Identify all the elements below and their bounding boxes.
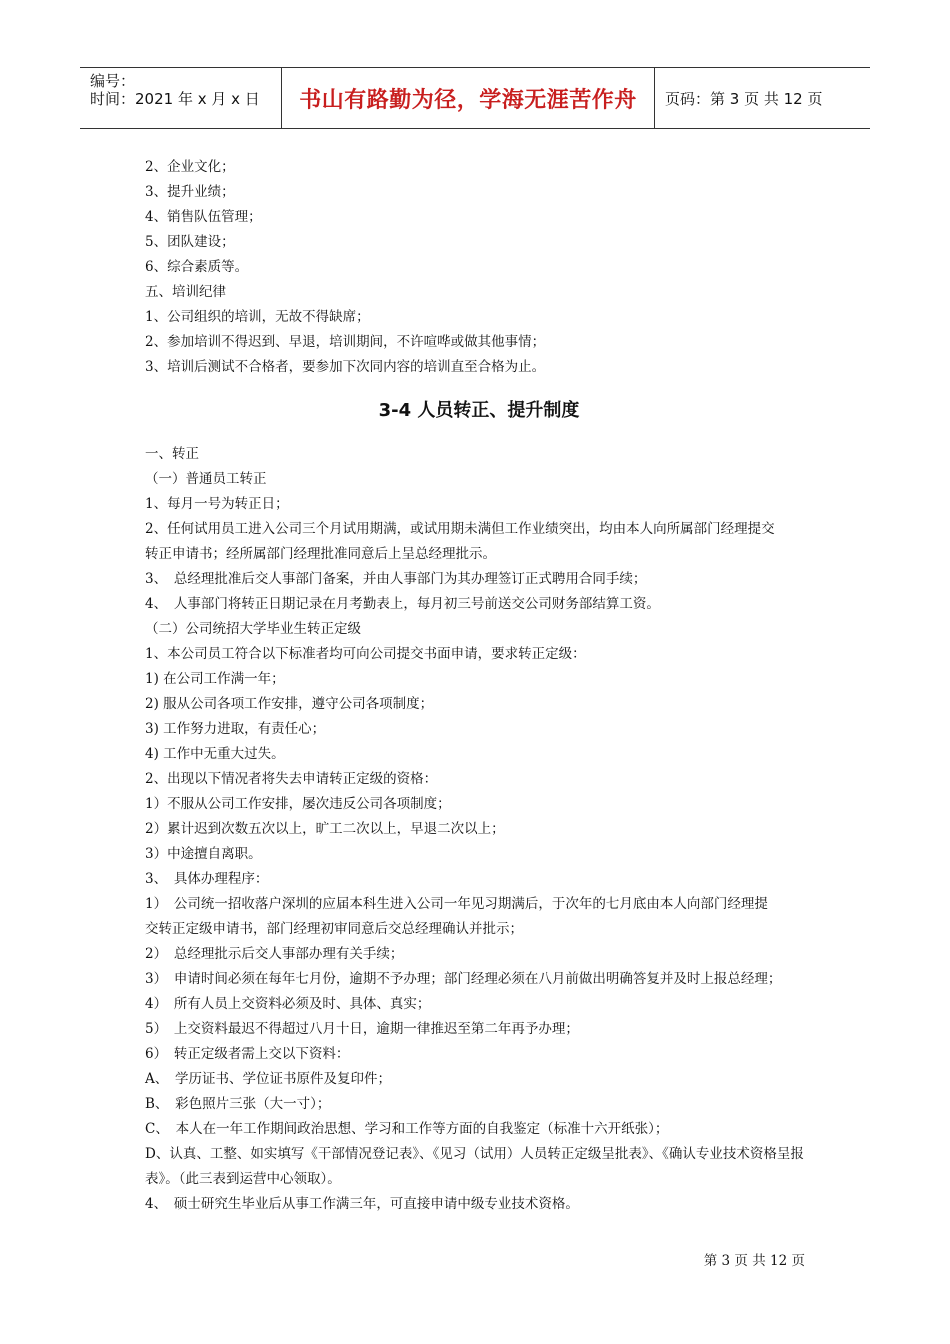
paragraph-line: 6） 转正定级者需上交以下资料： bbox=[145, 1046, 350, 1062]
paragraph-line: 2、任何试用员工进入公司三个月试用期满，或试用期未满但工作业绩突出，均由本人向所属部门经理提交 bbox=[145, 521, 775, 537]
paragraph-line: 交转正定级申请书，部门经理初审同意后交总经理确认并批示； bbox=[145, 921, 523, 937]
header-meta bbox=[80, 68, 282, 128]
paragraph-line: 1、本公司员工符合以下标准者均可向公司提交书面申请，要求转正定级： bbox=[145, 646, 586, 662]
page-header bbox=[80, 67, 870, 129]
paragraph-line: 3、 总经理批准后交人事部门备案，并由人事部门为其办理签订正式聘用合同手续； bbox=[145, 571, 647, 587]
paragraph-line: 2、企业文化； bbox=[145, 159, 235, 175]
paragraph-line: 5、团队建设； bbox=[145, 234, 235, 250]
paragraph-line: 五、培训纪律 bbox=[145, 284, 226, 300]
paragraph-line: 4、 硕士研究生毕业后从事工作满三年，可直接申请中级专业技术资格。 bbox=[145, 1196, 579, 1212]
paragraph-line: 1、每月一号为转正日； bbox=[145, 496, 289, 512]
paragraph-line: A、 学历证书、学位证书原件及复印件； bbox=[145, 1071, 391, 1087]
page-footer: 第 3 页 共 12 页 bbox=[703, 1253, 805, 1269]
paragraph-line: 4、 人事部门将转正日期记录在月考勤表上，每月初三号前送交公司财务部结算工资。 bbox=[145, 596, 660, 612]
paragraph-line: 2、出现以下情况者将失去申请转正定级的资格： bbox=[145, 771, 438, 787]
paragraph-line: 3) 工作努力进取，有责任心； bbox=[145, 721, 326, 737]
paragraph-line: （二）公司统招大学毕业生转正定级 bbox=[145, 621, 361, 637]
paragraph-line: 2）累计迟到次数五次以上，旷工二次以上，早退二次以上； bbox=[145, 821, 505, 837]
paragraph-line: 4、销售队伍管理； bbox=[145, 209, 262, 225]
paragraph-line: 3、培训后测试不合格者，要参加下次同内容的培训直至合格为止。 bbox=[145, 359, 546, 375]
body-section-before-title bbox=[145, 155, 813, 380]
paragraph-line: 5） 上交资料最迟不得超过八月十日，逾期一律推迟至第二年再予办理； bbox=[145, 1021, 579, 1037]
paragraph-line: 3） 申请时间必须在每年七月份，逾期不予办理；部门经理必须在八月前做出明确答复并及时上报总经理； bbox=[145, 971, 782, 987]
paragraph-line: （一）普通员工转正 bbox=[145, 471, 267, 487]
body-section-after-title bbox=[145, 442, 813, 1217]
paragraph-line: 4) 工作中无重大过失。 bbox=[145, 746, 285, 762]
header-motto: 书山有路勤为径，学海无涯苦作舟 bbox=[282, 68, 655, 128]
paragraph-line: 2) 服从公司各项工作安排，遵守公司各项制度； bbox=[145, 696, 434, 712]
paragraph-line: 1、公司组织的培训，无故不得缺席； bbox=[145, 309, 370, 325]
paragraph-line: 1) 在公司工作满一年； bbox=[145, 671, 285, 687]
section-title: 3-4 人员转正、提升制度 bbox=[378, 400, 580, 421]
paragraph-line: B、 彩色照片三张（大一寸）； bbox=[145, 1096, 331, 1112]
paragraph-line: 一、转正 bbox=[145, 446, 199, 462]
paragraph-line: C、 本人在一年工作期间政治思想、学习和工作等方面的自我鉴定（标准十六开纸张）； bbox=[145, 1121, 669, 1137]
paragraph-line: 转正申请书；经所属部门经理批准同意后上呈总经理批示。 bbox=[145, 546, 496, 562]
header-page-info: 页码：第 3 页 共 12 页 bbox=[665, 89, 823, 108]
paragraph-line: D、认真、工整、如实填写《干部情况登记表》、《见习（试用）人员转正定级呈批表》、《确认专业技术资格呈报 bbox=[145, 1146, 804, 1162]
paragraph-line: 2、参加培训不得迟到、早退，培训期间，不许喧哗或做其他事情； bbox=[145, 334, 546, 350]
paragraph-line: 3）中途擅自离职。 bbox=[145, 846, 262, 862]
paragraph-line: 4） 所有人员上交资料必须及时、具体、真实； bbox=[145, 996, 431, 1012]
document-number-label: 编号： bbox=[90, 72, 136, 90]
paragraph-line: 2） 总经理批示后交人事部办理有关手续； bbox=[145, 946, 404, 962]
paragraph-line: 表》。（此三表到运营中心领取）。 bbox=[145, 1171, 341, 1187]
paragraph-line: 3、提升业绩； bbox=[145, 184, 235, 200]
paragraph-line: 1）不服从公司工作安排，屡次违反公司各项制度； bbox=[145, 796, 451, 812]
paragraph-line: 3、 具体办理程序： bbox=[145, 871, 269, 887]
paragraph-line: 1） 公司统一招收落户深圳的应届本科生进入公司一年见习期满后，于次年的七月底由本人向部门经理提 bbox=[145, 896, 768, 912]
document-date: 时间：2021 年 x 月 x 日 bbox=[90, 90, 260, 108]
document-body bbox=[145, 155, 813, 1217]
paragraph-line: 6、综合素质等。 bbox=[145, 259, 249, 275]
